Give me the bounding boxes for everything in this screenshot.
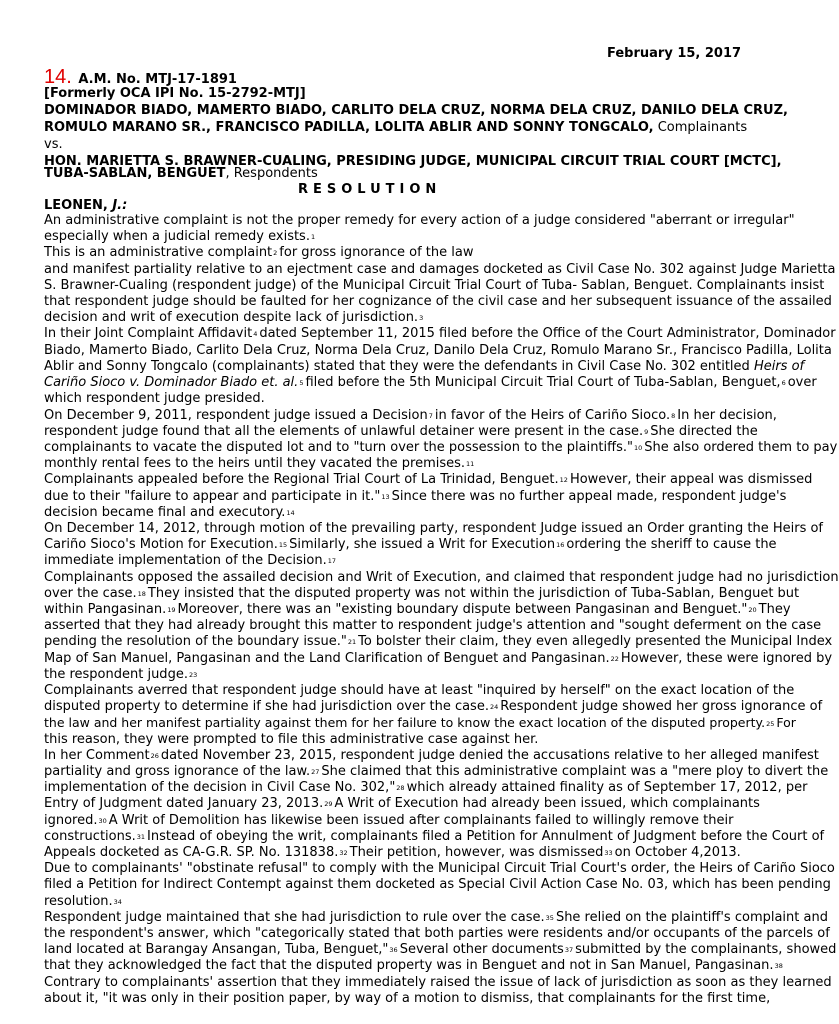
footnote-ref: 2 [273, 249, 278, 257]
text-run: A Writ of Execution had already been issued, which complainants [334, 796, 760, 811]
text-run: She claimed that this administrative complaint was a "mere ploy to divert the [321, 764, 829, 779]
text-run: for gross ignorance of the law [279, 245, 474, 260]
formerly-line: [Formerly OCA IPI No. 15-2792-MTJ] [44, 86, 306, 101]
footnote-ref: 25 [766, 720, 775, 728]
text-run: LEONEN, [44, 198, 108, 213]
text-run: To bolster their claim, they even allegedly presented the Municipal Index [358, 634, 833, 649]
body-line: asserted that they had already brought this matter to respondent judge's attention and "sought deferment on the case [44, 618, 822, 633]
versus-line: vs. [44, 137, 63, 152]
text-run: Map of San Manuel, Pangasinan and the Land Clarification of Benguet and Pangasinan. [44, 651, 610, 666]
body-line [44, 651, 832, 667]
complainants-line-2 [44, 120, 747, 136]
body-line [44, 408, 777, 424]
footnote-ref: 27 [311, 768, 320, 776]
body-line [44, 829, 824, 845]
footnote-ref: 20 [748, 606, 757, 614]
text-run: pending the resolution of the boundary issue." [44, 634, 347, 649]
body-line [44, 813, 733, 829]
body-line [44, 505, 297, 521]
text-run: Several other documents [399, 942, 564, 957]
text-run: They insisted that the disputed property was not within the jurisdiction of Tuba-Sablan, Benguet but [147, 586, 800, 601]
footnote-ref: 19 [167, 606, 176, 614]
decision-date: February 15, 2017 [607, 46, 742, 61]
text-run: Appeals docketed as CA-G.R. SP. No. 131838. [44, 845, 339, 860]
text-run: respondent judge found that all the elements of unlawful detainer were present in the case. [44, 424, 644, 439]
complainants-line-1: DOMINADOR BIADO, MAMERTO BIADO, CARLITO DELA CRUZ, NORMA DELA CRUZ, DANILO DELA CRUZ, [44, 103, 788, 118]
footnote-ref: 38 [774, 962, 783, 970]
footnote-ref: 31 [136, 833, 146, 841]
text-run: decision and writ of execution despite lack of jurisdiction. [44, 310, 419, 325]
body-line [44, 602, 791, 618]
body-line: this reason, they were prompted to file this administrative case against her. [44, 732, 539, 747]
text-run: land located at Barangay Ansangan, Tuba, Benguet," [44, 942, 389, 957]
body-line [44, 667, 199, 683]
footnote-ref: 16 [556, 541, 565, 549]
text-run: that they acknowledged the fact that the disputed property was in Benguet and not in San Manuel, Pangasinan. [44, 958, 774, 973]
text-run: She also ordered them to pay [644, 440, 838, 455]
footnote-ref: 7 [428, 412, 433, 420]
text-run: Complainants appealed before the Regional Trial Court of La Trinidad, Benguet. [44, 472, 559, 487]
footnote-ref: 26 [150, 752, 159, 760]
text-run: In their Joint Complaint Affidavit [44, 326, 253, 341]
body-line: Complainants averred that respondent judge should have at least "inquired by herself" on the exact location of the [44, 683, 795, 698]
text-run: monthly rental fees to the heirs until they vacated the premises. [44, 456, 466, 471]
text-run: the respondent judge. [44, 667, 188, 682]
body-line: Due to complainants' "obstinate refusal" to comply with the Municipal Circuit Trial Court's order, the Heirs of Cariño Sioco [44, 861, 835, 876]
text-run: Entry of Judgment dated January 23, 2013. [44, 796, 324, 811]
text-run: She directed the [650, 424, 758, 439]
footnote-ref: 1 [310, 233, 316, 241]
text-run: Ablir and Sonny Tongcalo (complainants) stated that they were the defendants in Civil Case No. 302 entitled [44, 359, 750, 374]
footnote-ref: 14 [286, 509, 295, 517]
body-line [44, 764, 828, 780]
footnote-ref: 17 [327, 557, 337, 565]
respondent-line-2 [44, 166, 318, 182]
body-line [44, 942, 836, 958]
text-run: ordering the sheriff to cause the [566, 537, 777, 552]
document-title: RESOLUTION [298, 182, 442, 197]
text-run: submitted by the complainants, showed [575, 942, 837, 957]
text-run: constructions. [44, 829, 136, 844]
footnote-ref: 5 [299, 379, 304, 387]
footnote-ref: 8 [671, 412, 676, 420]
body-line: On December 14, 2012, through motion of the prevailing party, respondent Judge issued an Order granting the Heirs of [44, 521, 824, 536]
body-line [44, 489, 786, 505]
text-run: disputed property to determine if she had jurisdiction over the case. [44, 699, 489, 714]
text-run: resolution. [44, 894, 113, 909]
text-run: However, their appeal was dismissed [569, 472, 813, 487]
text-run: Complainants [657, 120, 748, 135]
body-line [44, 553, 338, 569]
text-run: ROMULO MARANO SR., FRANCISCO PADILLA, LOLITA ABLIR AND SONNY TONGCALO, [44, 120, 654, 135]
text-run: Since there was no further appeal made, respondent judge's [391, 489, 787, 504]
text-run: which already attained finality as of September 17, 2012, per [406, 780, 808, 795]
text-run: within Pangasinan. [44, 602, 167, 617]
text-run: They [758, 602, 791, 617]
body-line: Complainants opposed the assailed decision and Writ of Execution, and claimed that respondent judge had no jurisdiction [44, 570, 839, 585]
footnote-ref: 18 [137, 590, 146, 598]
body-line [44, 715, 796, 731]
case-number-line [44, 66, 237, 88]
body-line [44, 456, 476, 472]
text-run: implementation of the decision in Civil Case No. 302," [44, 780, 396, 795]
text-run: ignored. [44, 813, 98, 828]
body-line: An administrative complaint is not the proper remedy for every action of a judge considered "aberrant or irregular" [44, 213, 795, 228]
text-run: On December 9, 2011, respondent judge issued a Decision [44, 408, 428, 423]
body-line [44, 375, 817, 391]
text-run: the law and her manifest partiality against them for her failure to know the exact location of the disputed property. [44, 715, 766, 730]
text-run: In her decision, [677, 408, 777, 423]
body-line [44, 845, 741, 861]
body-line [44, 910, 828, 926]
footnote-ref: 10 [634, 444, 643, 452]
body-line: Contrary to complainants' assertion that they immediately raised the issue of lack of jurisdiction as soon as they learned [44, 975, 832, 990]
text-run: However, these were ignored by [620, 651, 833, 666]
footnote-ref: 34 [113, 898, 122, 906]
text-run: Heirs of [753, 359, 805, 374]
body-line: and manifest partiality relative to an ejectment case and damages docketed as Civil Case No. 302 against Judge Marietta [44, 262, 836, 277]
am-number: A.M. No. MTJ-17-1891 [78, 72, 237, 87]
text-run: In her Comment [44, 748, 150, 763]
footnote-ref: 35 [545, 914, 554, 922]
body-line [44, 537, 777, 553]
body-line [44, 958, 785, 974]
footnote-ref: 32 [339, 849, 348, 857]
text-run: Cariño Sioco v. Dominador Biado et. al. [44, 375, 299, 390]
text-run: Respondent judge maintained that she had jurisdiction to rule over the case. [44, 910, 545, 925]
text-run: over the case. [44, 586, 137, 601]
text-run: A Writ of Demolition has likewise been issued after complainants failed to willingly remove their [108, 813, 734, 828]
text-run: For [776, 715, 796, 730]
body-line [44, 586, 799, 602]
text-run: over [787, 375, 817, 390]
footnote-ref: 36 [389, 946, 398, 954]
text-run: dated November 23, 2015, respondent judge denied the accusations relative to her alleged manifest [160, 748, 819, 763]
footnote-ref: 37 [564, 946, 574, 954]
text-run: Cariño Sioco's Motion for Execution. [44, 537, 278, 552]
text-run: Similarly, she issued a Writ for Execution [289, 537, 556, 552]
body-line: filed a Petition for Indirect Contempt against them docketed as Special Civil Action Case No. 03, which has been pending [44, 877, 831, 892]
footnote-ref: 6 [781, 379, 786, 387]
body-line [44, 780, 807, 796]
footnote-ref: 13 [381, 493, 390, 501]
text-run: on October 4,2013. [614, 845, 741, 860]
footnote-ref: 4 [253, 330, 258, 338]
body-line: Biado, Mamerto Biado, Carlito Dela Cruz, Norma Dela Cruz, Danilo Dela Cruz, Romulo Marano Sr., Francisco Padilla, Lolita [44, 343, 832, 358]
text-run: Moreover, there was an "existing boundary dispute between Pangasinan and Benguet." [177, 602, 748, 617]
footnote-ref: 23 [188, 671, 198, 679]
footnote-ref: 3 [419, 314, 424, 322]
text-run: dated September 11, 2015 filed before the Office of the Court Administrator, Dominador [259, 326, 836, 341]
footnote-ref: 33 [604, 849, 613, 857]
footnote-ref: 12 [559, 476, 568, 484]
footnote-ref: 24 [489, 703, 499, 711]
body-line [44, 326, 836, 342]
body-line: S. Brawner-Cualing (respondent judge) of the Municipal Circuit Trial Court of Tuba- Sablan, Benguet. Complainants insist [44, 278, 825, 293]
text-run: TUBA-SABLAN, BENGUET [44, 166, 226, 181]
body-line: which respondent judge presided. [44, 391, 265, 406]
body-line [44, 440, 837, 456]
footnote-ref: 30 [98, 817, 107, 825]
text-run: Their petition, however, was dismissed [349, 845, 604, 860]
text-run: in favor of the Heirs of Cariño Sioco. [434, 408, 671, 423]
body-line [44, 229, 317, 245]
body-line [44, 310, 425, 326]
respondent-line-1: HON. MARIETTA S. BRAWNER-CUALING, PRESIDING JUDGE, MUNICIPAL CIRCUIT TRIAL COURT [MCTC], [44, 154, 782, 169]
footnote-ref: 9 [644, 428, 649, 436]
text-run: This is an administrative complaint [44, 245, 273, 260]
text-run: complainants to vacate the disputed lot and to "turn over the possession to the plaintiffs." [44, 440, 633, 455]
body-line [44, 894, 124, 910]
text-run: J.: [112, 198, 128, 213]
text-run: Respondent judge showed her gross ignorance of [500, 699, 823, 714]
body-line: about it, "it was only in their position paper, by way of a motion to dismiss, that complainants for the first time, [44, 991, 771, 1006]
footnote-ref: 15 [278, 541, 288, 549]
footnote-ref: 29 [324, 800, 333, 808]
body-line [44, 472, 812, 488]
text-run: especially when a judicial remedy exists. [44, 229, 310, 244]
body-line [44, 424, 758, 440]
text-run: immediate implementation of the Decision. [44, 553, 327, 568]
body-line [44, 699, 822, 715]
footnote-ref: 11 [466, 460, 475, 468]
body-line [44, 796, 760, 812]
body-line: that respondent judge should be faulted for her cognizance of the civil case and her subsequent issuance of the assailed [44, 294, 832, 309]
ponente-line [44, 198, 127, 214]
text-run: Instead of obeying the writ, complainants filed a Petition for Annulment of Judgment before the Court of [147, 829, 825, 844]
case-number: 14. [44, 66, 72, 88]
text-run: decision became final and executory. [44, 505, 286, 520]
body-line [44, 245, 473, 261]
body-line [44, 634, 832, 650]
text-run: , Respondents [225, 166, 318, 181]
text-run: due to their "failure to appear and participate in it." [44, 489, 381, 504]
footnote-ref: 28 [396, 784, 405, 792]
footnote-ref: 22 [610, 655, 619, 663]
footnote-ref: 21 [347, 638, 357, 646]
text-run: partiality and gross ignorance of the law. [44, 764, 311, 779]
body-line [44, 748, 819, 764]
text-run: She relied on the plaintiff's complaint and [555, 910, 828, 925]
body-line: the respondent's answer, which "categorically stated that both parties were residents and/or occupants of the parcels of [44, 926, 830, 941]
text-run: filed before the 5th Municipal Circuit Trial Court of Tuba-Sablan, Benguet, [305, 375, 781, 390]
body-line [44, 359, 804, 375]
